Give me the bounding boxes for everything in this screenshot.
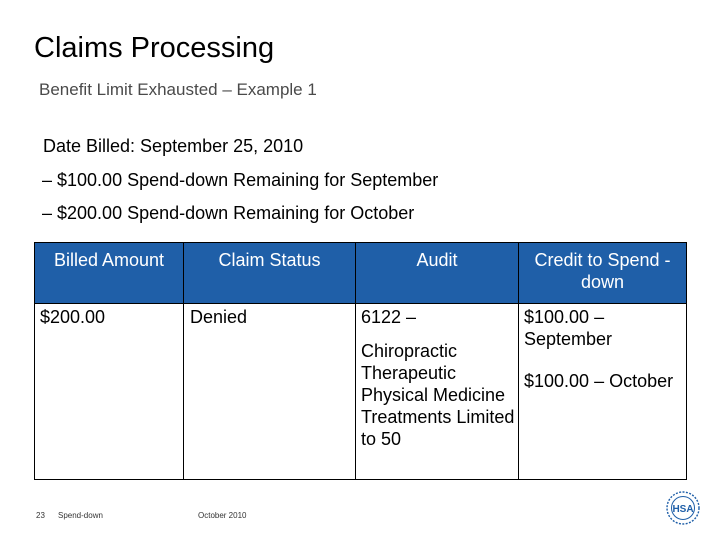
page-subtitle: Benefit Limit Exhausted – Example 1 <box>39 80 317 99</box>
header-audit-label: Audit <box>416 250 458 270</box>
table-row <box>35 304 687 480</box>
header-credit-label: Credit to Spend -down <box>534 250 671 292</box>
cell-billed-amount <box>35 304 184 480</box>
table-header-row <box>35 243 687 304</box>
audit-code-value: 6122 – <box>361 307 417 327</box>
page-title: Claims Processing <box>34 32 275 64</box>
spenddown-september-text: – $100.00 Spend-down Remaining for September <box>42 170 439 190</box>
header-audit <box>356 243 519 304</box>
claims-table <box>34 242 687 480</box>
svg-text:HSA: HSA <box>672 504 694 515</box>
footer-page-number: 23 <box>36 511 45 520</box>
footer-topic: Spend-down <box>58 511 103 520</box>
header-billed-amount <box>35 243 184 304</box>
footer-date: October 2010 <box>198 511 247 520</box>
cell-audit <box>356 304 519 480</box>
agency-seal-icon <box>666 491 700 525</box>
spenddown-october-text: – $200.00 Spend-down Remaining for October <box>42 203 415 223</box>
header-billed-amount-label: Billed Amount <box>53 250 165 270</box>
billed-amount-value: $200.00 <box>40 307 106 327</box>
claim-status-value: Denied <box>190 307 248 327</box>
cell-credit <box>519 304 687 480</box>
credit-september-value: $100.00 – September <box>524 307 613 349</box>
header-credit-to-spenddown <box>519 243 687 304</box>
cell-claim-status <box>184 304 356 480</box>
credit-october-value: $100.00 – October <box>524 371 674 391</box>
audit-description-value: Chiropractic Therapeutic Physical Medicine Treatments Limited to 50 <box>361 341 515 449</box>
date-billed-text: Date Billed: September 25, 2010 <box>43 136 304 156</box>
header-claim-status <box>184 243 356 304</box>
header-claim-status-label: Claim Status <box>218 250 321 270</box>
